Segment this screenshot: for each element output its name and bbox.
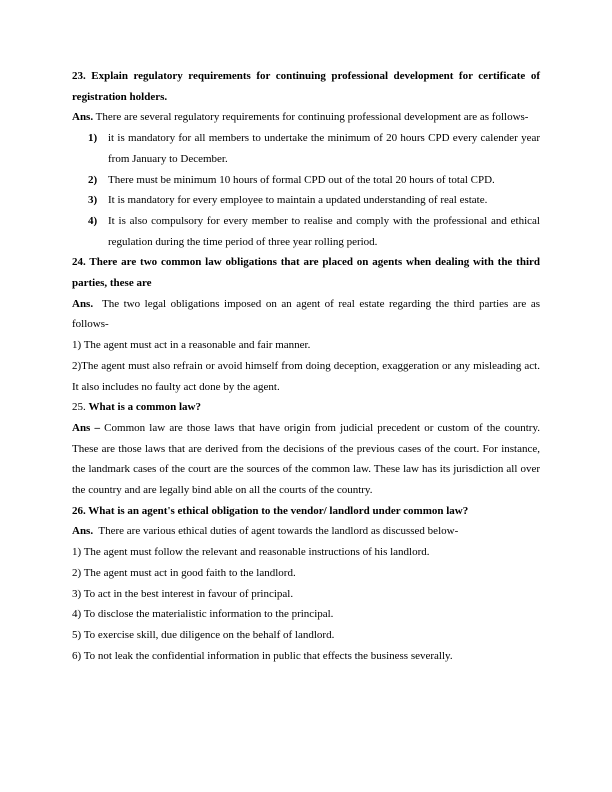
question-25: 25. What is a common law?: [72, 401, 201, 414]
answer-26-line-2: 2) The agent must act in good faith to the landlord.: [72, 566, 296, 579]
answer-24-label: Ans.: [72, 297, 94, 310]
question-23-number: 23.: [72, 70, 86, 82]
answer-23-list: [72, 128, 540, 252]
question-23: [72, 66, 540, 107]
answer-26-line-6: 6) To not leak the confidential information in public that effects the business severally.: [72, 649, 453, 662]
answer-26-line-3: 3) To act in the best interest in favour of principal.: [72, 587, 294, 600]
list-item-text: It is mandatory for every employee to maintain a updated understanding of real estate.: [108, 194, 488, 207]
answer-26-line-4: 4) To disclose the materialistic information to the principal.: [72, 608, 334, 621]
list-item: [72, 190, 540, 211]
answer-24-text: The two legal obligations imposed on an agent of real estate regarding the third parties are as follows-: [72, 297, 540, 331]
list-item-text: It is also compulsory for every member to realise and comply with the professional and ethical regulation during the time period of three year rolling period.: [108, 214, 540, 248]
answer-24-line-1: 1) The agent must act in a reasonable and fair manner.: [72, 339, 311, 352]
answer-24: [72, 294, 540, 335]
answer-25-text: Common law are those laws that have origin from judicial precedent or custom of the country. These are those laws that are derived from the decisions of the previous cases of the court. For instance, the landmark cases of the court are the sources of the common law. These law has its jurisdiction all over the country and are legally bind able on all the courts of the country.: [72, 421, 541, 497]
list-item: [72, 170, 540, 191]
list-item-text: There must be minimum 10 hours of formal CPD out of the total 20 hours of total CPD.: [108, 173, 495, 186]
document-body: [72, 66, 540, 666]
list-item-text: it is mandatory for all members to undertake the minimum of 20 hours CPD every calender year from January to December.: [108, 132, 540, 165]
answer-26-label: Ans.: [72, 525, 94, 538]
list-item-number: 3): [88, 194, 98, 207]
answer-25-label: Ans –: [72, 421, 100, 434]
answer-24-line-2: 2)The agent must also refrain or avoid himself from doing deception, exaggeration or any misleading act. It also includes no faulty act done by the agent.: [72, 359, 540, 393]
answer-26-text: There are various ethical duties of agent towards the landlord as discussed below-: [98, 525, 459, 538]
list-item: [72, 128, 540, 169]
question-23-text: Explain regulatory requirements for continuing professional development for certificate of registration holders.: [72, 70, 540, 103]
question-25-number: 25: [72, 401, 83, 414]
answer-26-line-1: 1) The agent must follow the relevant and reasonable instructions of his landlord.: [72, 546, 430, 559]
question-24: 24. There are two common law obligations that are placed on agents when dealing with the third parties, these are: [72, 256, 540, 290]
question-24-text: There are two common law obligations that are placed on agents when dealing with the third parties, these are: [72, 256, 540, 290]
list-item-number: 2): [88, 173, 98, 186]
list-item-number: 1): [88, 132, 98, 145]
answer-23: [72, 107, 540, 128]
question-26: 26. What is an agent's ethical obligation to the vendor/ landlord under common law?: [72, 504, 469, 517]
question-24-number: 24: [72, 256, 83, 269]
answer-26-line-5: 5) To exercise skill, due diligence on the behalf of landlord.: [72, 628, 335, 641]
answer-23-text: There are several regulatory requirements for continuing professional development are as follows-: [95, 111, 529, 124]
answer-26: [72, 521, 540, 542]
list-item: [72, 211, 540, 252]
answer-23-label: Ans.: [72, 111, 94, 124]
list-item-number: 4): [88, 214, 98, 227]
question-25-text: What is a common law?: [88, 401, 201, 414]
answer-25: [72, 418, 540, 501]
